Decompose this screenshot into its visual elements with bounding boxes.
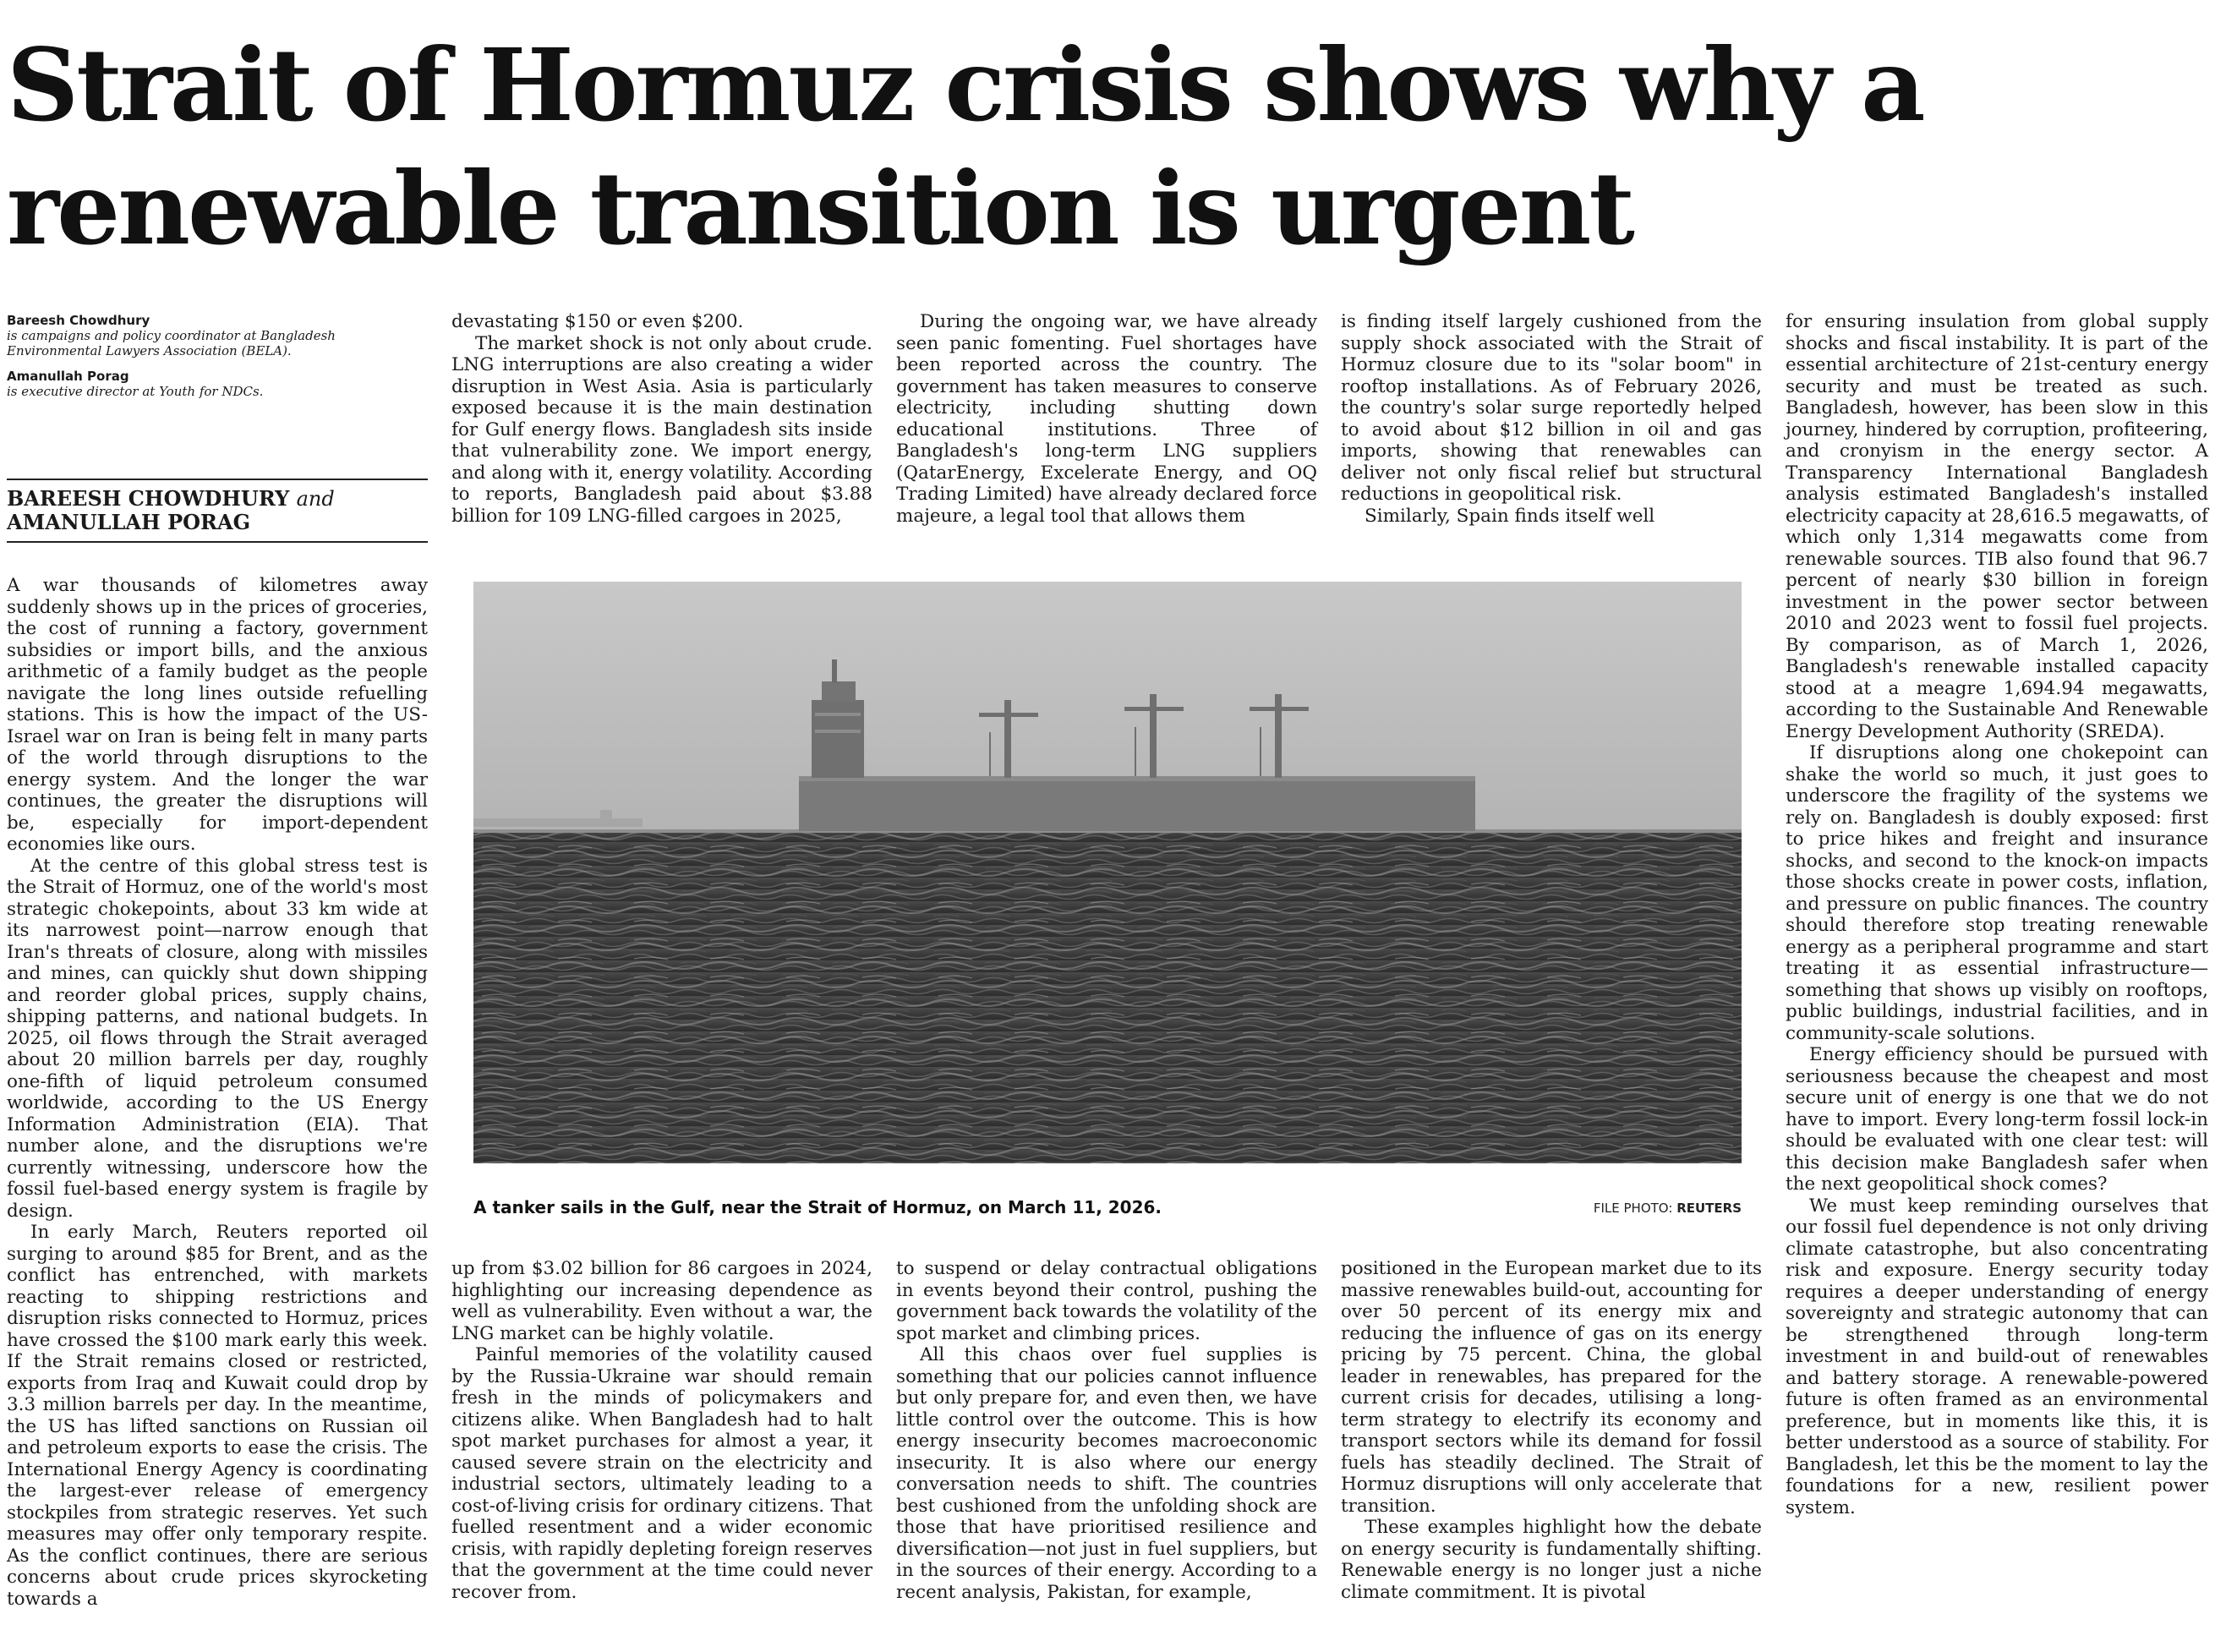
article-column-1 bbox=[7, 575, 428, 1610]
byline-rule-bottom bbox=[7, 541, 428, 543]
paragraph: devastating $150 or even $200. bbox=[451, 311, 744, 332]
byline-author-1: BAREESH CHOWDHURY bbox=[7, 486, 290, 511]
paragraph: During the ongoing war, we have already seen panic fomenting. Fuel shortages have been reported across the country. The government has taken measures to conserve electricity, including shutting down educational institutions. Three of Bangladesh's long-term LNG suppliers (QatarEnergy, Excelerate Energy, and OQ Trading Limited) have already declared force majeure, a legal tool that allows them bbox=[896, 311, 1317, 527]
paragraph: The market shock is not only about crude. LNG interruptions are also creating a wider disruption in West Asia. Asia is particularly exposed because it is the main destination for Gulf energy flows. Bangladesh sits inside that vulnerability zone. We import energy, and along with it, energy volatility. According to reports, Bangladesh paid about $3.88 billion for 109 LNG-filled cargoes in 2025, bbox=[451, 332, 872, 527]
paragraph: If disruptions along one chokepoint can shake the world so much, it just goes to underscore the fragility of the systems we rely on. Bangladesh is doubly exposed: first to price hikes and freight and insurance shocks, and second to the knock-on impacts those shocks create in power costs, inflation, and pressure on public finances. The country should therefore stop treating renewable energy as a peripheral programme and start treating it as essential infrastructure—something that shows up visibly on rooftops, public buildings, industrial facilities, and in community-scale solutions. bbox=[1786, 742, 2208, 1044]
paragraph: In early March, Reuters reported oil surging to around $85 for Brent, and as the conflict has entrenched, with markets reacting to shipping restrictions and disruption risks connected to Hormuz, prices have crossed the $100 mark early this week. If the Strait remains closed or restricted, exports from Iraq and Kuwait could drop by 3.3 million barrels per day. In the meantime, the US has lifted sanctions on Russian oil and petroleum exports to ease the crisis. The International Energy Agency is coordinating the largest-ever release of emergency stockpiles from strategic reserves. Yet such measures may offer only temporary respite. As the conflict continues, there are serious concerns about crude prices skyrocketing towards a bbox=[7, 1222, 428, 1610]
author-description bbox=[7, 384, 428, 399]
headline bbox=[7, 24, 2205, 271]
paragraph: Painful memories of the volatility caused by the Russia-Ukraine war should remain fresh in the minds of policymakers and citizens alike. When Bangladesh had to halt spot market purchases for almost a year, it caused severe strain on the electricity and industrial sectors, ultimately leading to a cost-of-living crisis for ordinary citizens. That fuelled resentment and a wider economic crisis, with rapidly depleting foreign reserves that the government at the time could never recover from. bbox=[451, 1344, 872, 1603]
paragraph: Energy efficiency should be pursued with seriousness because the cheapest and most secure unit of energy is one that we do not have to import. Every long-term fossil lock-in should be evaluated with one clear test: will this decision make Bangladesh safer when the next geopolitical shock comes? bbox=[1786, 1044, 2208, 1195]
author-description-line: is executive director at Youth for NDCs. bbox=[7, 384, 264, 399]
headline-line-1: Strait of Hormuz crisis shows why a bbox=[7, 26, 1923, 144]
photo-credit-source: REUTERS bbox=[1676, 1201, 1742, 1216]
article-column-4-top bbox=[1341, 311, 1762, 527]
article-column-2-top bbox=[451, 311, 872, 527]
byline bbox=[7, 487, 428, 533]
byline-rule-top bbox=[7, 479, 428, 480]
author-notes bbox=[7, 313, 428, 409]
article-column-3-bottom bbox=[896, 1258, 1317, 1603]
headline-line-2: renewable transition is urgent bbox=[7, 150, 1633, 267]
paragraph: is finding itself largely cushioned from the supply shock associated with the Strait of Hormuz closure due to its "solar boom" in rooftop installations. As of February 2026, the country's solar surge reportedly helped to avoid about $12 billion in oil and gas imports, showing that renewables can deliver not only fiscal relief but structural reductions in geopolitical risk. bbox=[1341, 311, 1762, 505]
paragraph: for ensuring insulation from global supply shocks and fiscal instability. It is part of the essential architecture of 21st-century energy security and must be treated as such. Bangladesh, however, has been slow in this journey, hindered by corruption, profiteering, and cronyism in the energy sector. A Transparency International Bangladesh analysis estimated Bangladesh's installed electricity capacity at 28,616.5 megawatts, of which only 1,314 megawatts come from renewable sources. TIB also found that 96.7 percent of nearly $30 billion in foreign investment in the power sector between 2010 and 2023 went to fossil fuel projects. By comparison, as of March 1, 2026, Bangladesh's renewable installed capacity stood at a meagre 1,694.94 megawatts, according to the Sustainable And Renewable Energy Development Authority (SREDA). bbox=[1786, 311, 2208, 742]
sea-texture bbox=[473, 831, 1742, 1163]
article-column-4-bottom bbox=[1341, 1258, 1762, 1603]
article-column-5 bbox=[1786, 311, 2208, 1518]
paragraph: We must keep reminding ourselves that our fossil fuel dependence is not only driving climate catastrophe, but also concentrating risk and exposure. Energy security today requires a deeper understanding of energy sovereignty and strategic autonomy that can be strengthened through long-term investment in and build-out of renewables and battery storage. A renewable-powered future is often framed as an environmental preference, but in moments like this, it is better understood as a source of stability. For Bangladesh, let this be the moment to lay the foundations for a new, resilient power system. bbox=[1786, 1195, 2208, 1518]
byline-conjunction: and bbox=[296, 487, 335, 511]
tanker-illustration bbox=[473, 582, 1742, 1163]
paragraph: up from $3.02 billion for 86 cargoes in 2024, highlighting our increasing dependence as well as vulnerability. Even without a war, the LNG market can be highly volatile. bbox=[451, 1258, 872, 1344]
author-name: Bareesh Chowdhury bbox=[7, 313, 150, 328]
author-name: Amanullah Porag bbox=[7, 369, 129, 384]
article-column-2-bottom bbox=[451, 1258, 872, 1603]
article-column-3-top bbox=[896, 311, 1317, 527]
paragraph: Similarly, Spain finds itself well bbox=[1365, 505, 1655, 527]
byline-author-2: AMANULLAH PORAG bbox=[7, 510, 251, 534]
photo-credit-label: FILE PHOTO: bbox=[1593, 1201, 1673, 1216]
paragraph: A war thousands of kilometres away suddenly shows up in the prices of groceries, the cost of running a factory, government subsidies or import bills, and the anxious arithmetic of a family budget as the people navigate the long lines outside refuelling stations. This is how the impact of the US-Israel war on Iran is being felt in many parts of the world through disruptions to the energy system. And the longer the war continues, the greater the disruptions will be, especially for import-dependent economies like ours. bbox=[7, 575, 428, 855]
paragraph: positioned in the European market due to its massive renewables build-out, accounting for over 50 percent of its energy mix and reducing the influence of gas on its energy pricing by 75 percent. China, the global leader in renewables, has prepared for the current crisis for decades, utilising a long-term strategy to electrify its economy and transport sectors while its demand for fossil fuels has steadily declined. The Strait of Hormuz disruptions will only accelerate that transition. bbox=[1341, 1258, 1762, 1517]
author-description-line: Environmental Lawyers Association (BELA). bbox=[7, 343, 292, 358]
photo-caption: A tanker sails in the Gulf, near the Strait of Hormuz, on March 11, 2026. bbox=[473, 1197, 1162, 1217]
paragraph: These examples highlight how the debate on energy security is fundamentally shifting. Renewable energy is no longer just a niche climate commitment. It is pivotal bbox=[1341, 1517, 1762, 1603]
photo-credit bbox=[1562, 1201, 1742, 1216]
author-description-line: is campaigns and policy coordinator at Bangladesh bbox=[7, 328, 336, 343]
author-description bbox=[7, 328, 428, 358]
paragraph: At the centre of this global stress test is the Strait of Hormuz, one of the world's most strategic chokepoints, about 33 km wide at its narrowest point—narrow enough that Iran's threats of closure, along with missiles and mines, can quickly shut down shipping and reorder global prices, supply chains, shipping patterns, and national budgets. In 2025, oil flows through the Strait averaged about 20 million barrels per day, roughly one-fifth of liquid petroleum consumed worldwide, according to the US Energy Information Administration (EIA). That number alone, and the disruptions we're currently witnessing, underscore how the fossil fuel-based energy system is fragile by design. bbox=[7, 855, 428, 1222]
tanker-photo bbox=[473, 582, 1742, 1163]
paragraph: to suspend or delay contractual obligations in events beyond their control, pushing the government back towards the volatility of the spot market and climbing prices. bbox=[896, 1258, 1317, 1344]
paragraph: All this chaos over fuel supplies is something that our policies cannot influence but only prepare for, and even then, we have little control over the outcome. This is how energy insecurity becomes macroeconomic insecurity. It is also where our energy conversation needs to shift. The countries best cushioned from the unfolding shock are those that have prioritised resilience and diversification—not just in fuel suppliers, but in the sources of their energy. According to a recent analysis, Pakistan, for example, bbox=[896, 1344, 1317, 1603]
